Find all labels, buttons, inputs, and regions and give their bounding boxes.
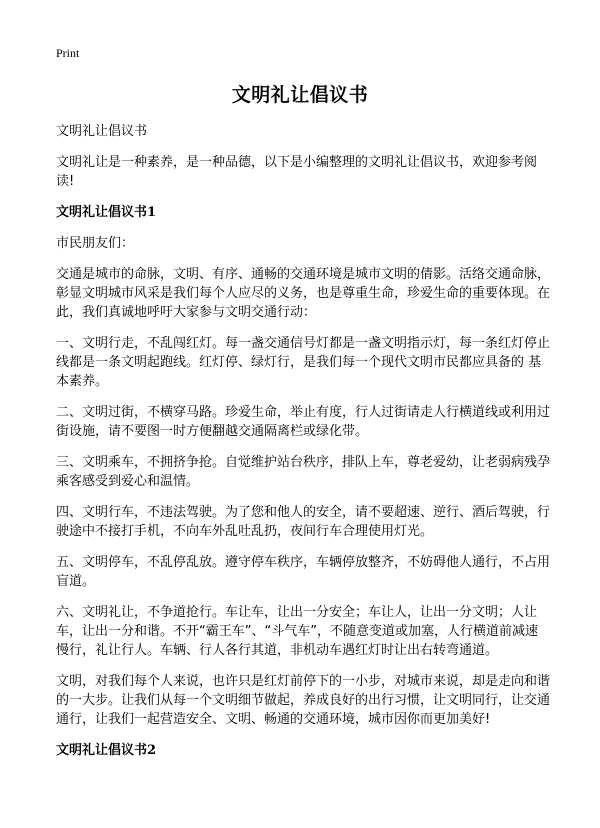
body-paragraph: 四、文明行车，不违法驾驶。为了您和他人的安全，请不要超速、逆行、酒后驾驶，行驶途中不接打手机，不向车外乱吐乱扔，夜间行车合理使用灯光。 — [56, 505, 551, 539]
section-heading: 文明礼让倡议书2 — [56, 743, 157, 758]
print-link[interactable]: Print — [56, 46, 80, 60]
body-paragraph: 三、文明乘车，不拥挤争抢。自觉维护站台秩序，排队上车，尊老爱幼，让老弱病残孕乘客感受到爱心和温情。 — [56, 455, 551, 489]
section-2 — [56, 741, 550, 760]
body-paragraph: 六、文明礼让，不争道抢行。车让车，让出一分安全；车让人，让出一分文明；人让车，让出一分和谐。不开“霸王车”、“斗气车”，不随意变道或加塞，人行横道前减速慢行，礼让行人。车辆、行人各行其道，非机动车遇红灯时让出右转弯通道。 — [56, 605, 538, 658]
body-paragraph: 五、文明停车，不乱停乱放。遵守停车秩序，车辆停放整齐，不妨碍他人通行，不占用盲道。 — [56, 555, 551, 589]
body-paragraph: 交通是城市的命脉，文明、有序、通畅的交通环境是城市文明的倩影。活络交通命脉，彰显文明城市风采是我们每个人应尽的义务，也是尊重生命，珍爱生命的重要体现。在此，我们真诚地呼吁大家参与文明交通行动： — [56, 267, 551, 320]
section-heading: 文明礼让倡议书1 — [56, 205, 157, 220]
page-title: 文明礼让倡议书 — [231, 84, 369, 106]
body-paragraph: 二、文明过街，不横穿马路。珍爱生命，举止有度，行人过街请走人行横道线或利用过街设施，请不要图一时方便翻越交通隔离栏或绿化带。 — [56, 405, 551, 439]
section-1 — [56, 203, 550, 729]
document-body — [56, 122, 550, 772]
closing-paragraph: 文明，对我们每个人来说，也许只是红灯前停下的一小步，对城市来说，却是走向和谐的一大步。让我们从每一个文明细节做起，养成良好的出行习惯，让文明同行，让交通通行，让我们一起营造安全、文明、畅通的交通环境，城市因你而更加美好! — [56, 674, 551, 727]
salutation: 市民朋友们： — [56, 236, 135, 251]
intro-paragraph: 文明礼让是一种素养，是一种品德，以下是小编整理的文明礼让倡议书，欢迎参考阅读! — [56, 155, 538, 189]
document-subtitle: 文明礼让倡议书 — [56, 124, 148, 139]
body-paragraph: 一、文明行走，不乱闯红灯。每一盏交通信号灯都是一盏文明指示灯，每一条红灯停止线都是一条文明起跑线。红灯停、绿灯行，是我们每一个现代文明市民都应具备的 基本素养。 — [56, 336, 551, 389]
